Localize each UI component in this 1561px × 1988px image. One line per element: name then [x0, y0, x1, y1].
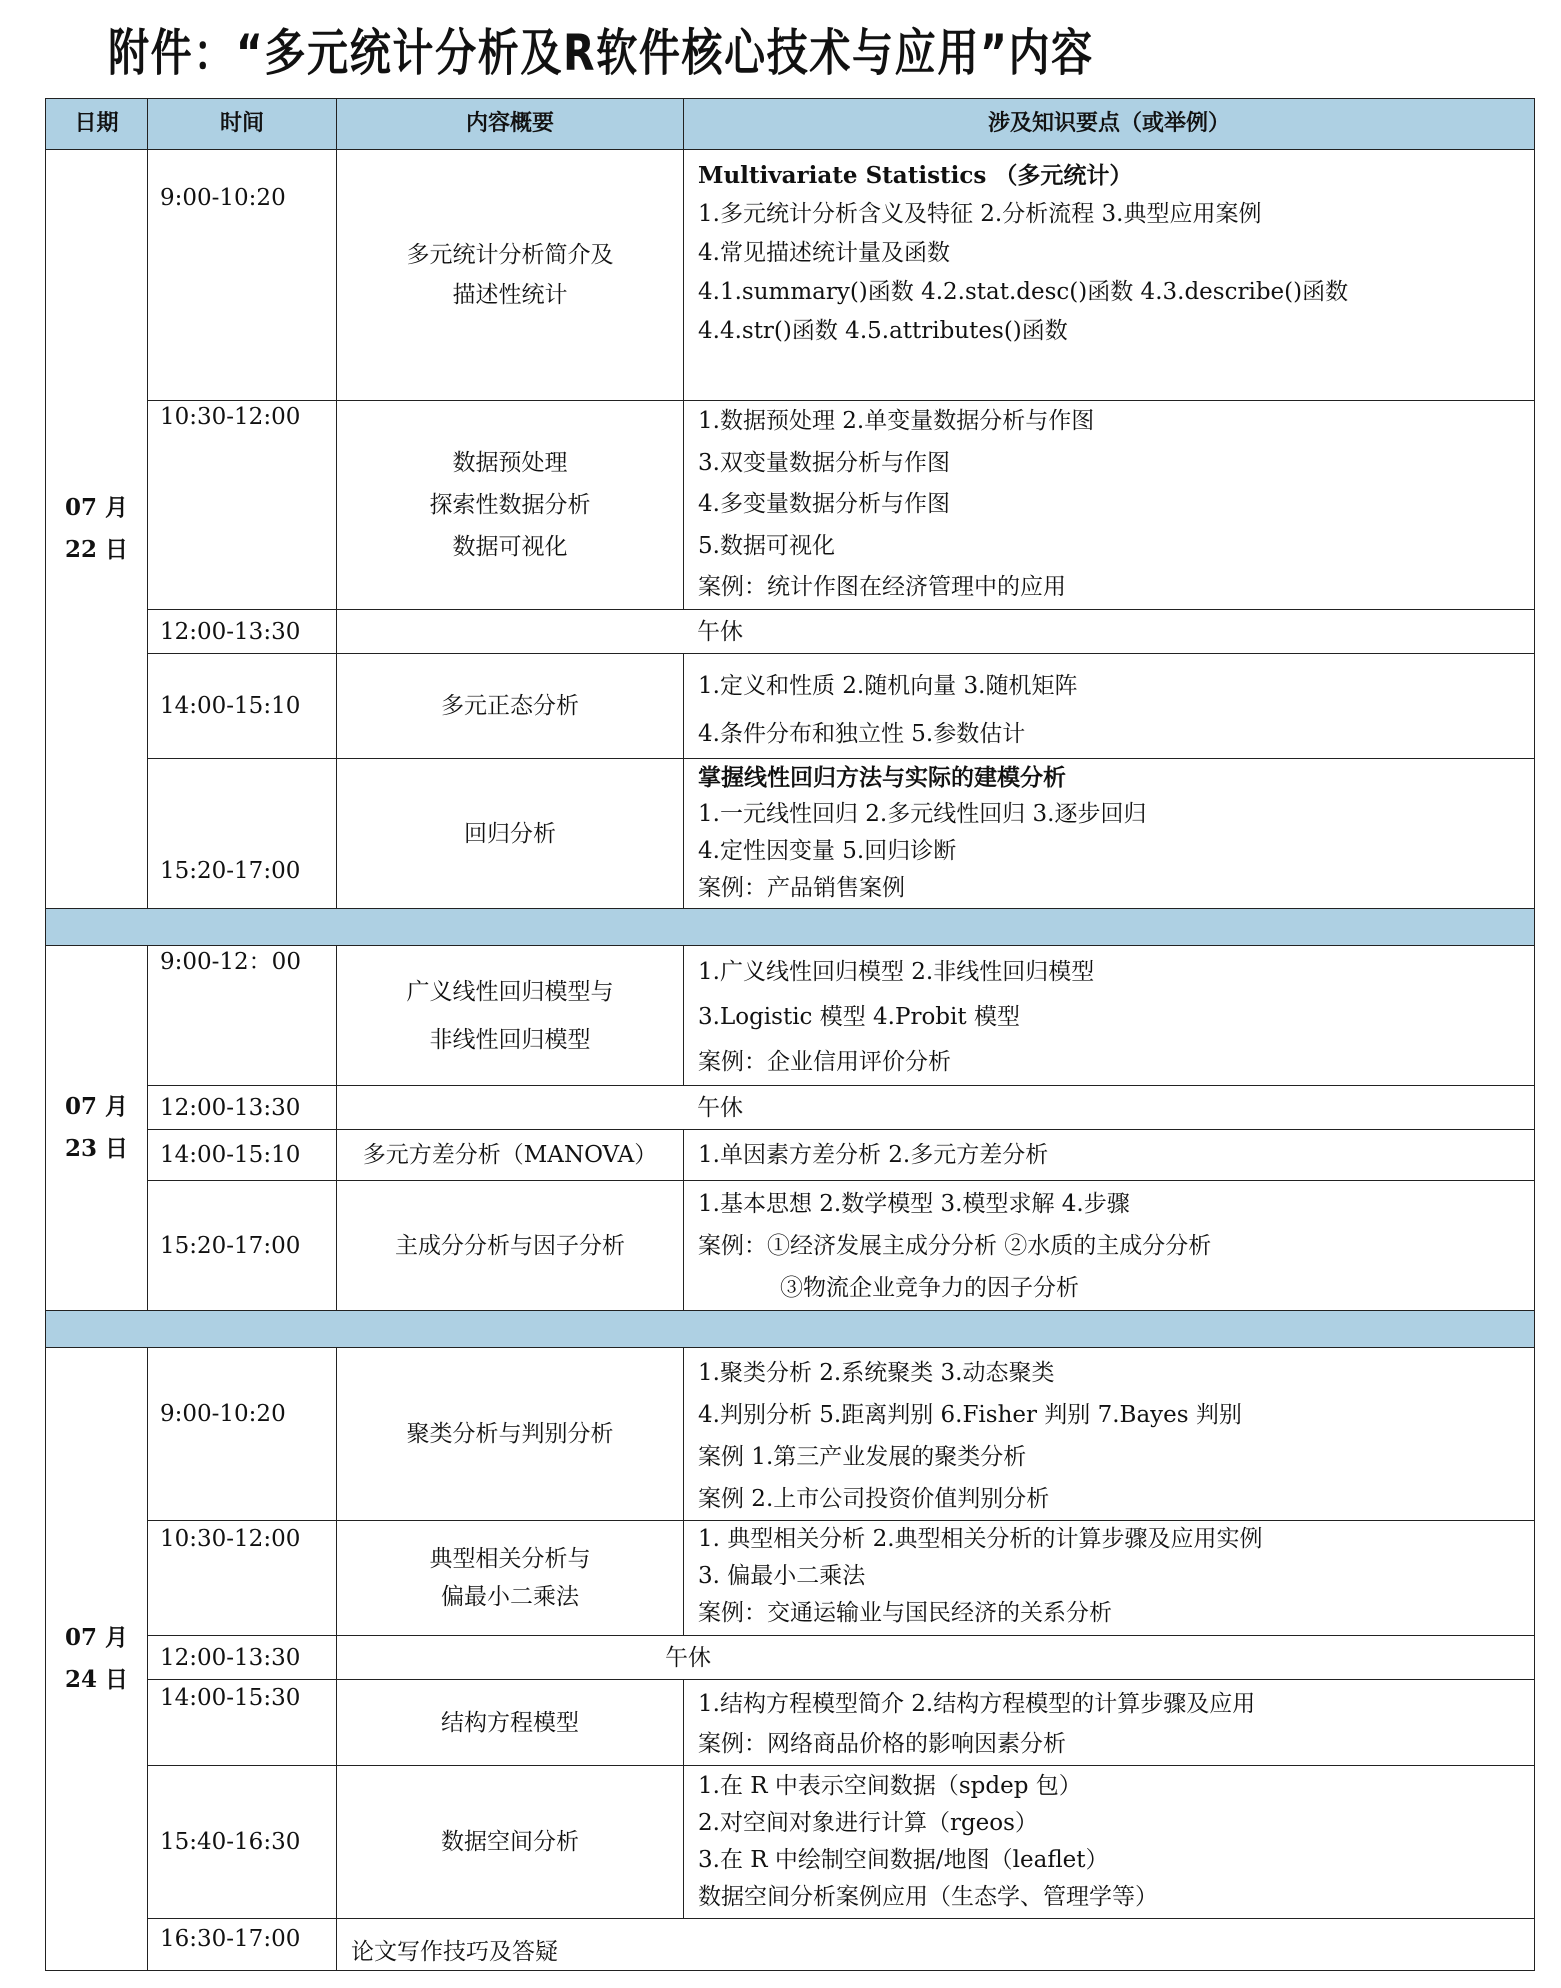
- summary-line: 聚类分析与判别分析: [406, 1421, 614, 1447]
- points-line: 1.广义线性回归模型 2.非线性回归模型: [698, 959, 1095, 985]
- summary-cell: [337, 401, 684, 610]
- time-text: 16:30-17:00: [160, 1926, 301, 1952]
- summary-cell: [337, 654, 684, 759]
- points-line: 1.多元统计分析含义及特征 2.分析流程 3.典型应用案例: [698, 201, 1262, 227]
- time-cell: [148, 1181, 337, 1311]
- date-cell: [46, 946, 148, 1311]
- summary-line: 数据预处理: [452, 450, 568, 476]
- time-text: 10:30-12:00: [160, 404, 301, 430]
- separator-band: [46, 909, 1535, 946]
- time-cell: [148, 1130, 337, 1181]
- points-line: 数据空间分析案例应用（生态学、管理学等）: [698, 1884, 1158, 1910]
- points-line: 案例：①经济发展主成分分析 ②水质的主成分分析: [698, 1233, 1212, 1259]
- summary-line: 偏最小二乘法: [441, 1584, 579, 1610]
- time-text: 15:20-17:00: [160, 858, 301, 884]
- date-month: 07 月: [64, 494, 128, 521]
- summary-cell: [337, 150, 684, 401]
- summary-cell: [337, 1348, 684, 1521]
- lunch-label: 午休: [697, 618, 743, 645]
- time-text: 9:00-10:20: [160, 185, 286, 211]
- points-line: 掌握线性回归方法与实际的建模分析: [698, 764, 1066, 791]
- points-line: 1.单因素方差分析 2.多元方差分析: [698, 1142, 1049, 1168]
- points-line: 2.对空间对象进行计算（rgeos）: [698, 1810, 1038, 1836]
- summary-line: 数据可视化: [452, 534, 568, 560]
- time-text: 15:40-16:30: [160, 1829, 301, 1855]
- date-day: 23 日: [64, 1135, 128, 1162]
- points-line: 案例：产品销售案例: [698, 875, 905, 901]
- schedule-table: [45, 98, 1535, 1971]
- time-cell: [148, 946, 337, 1086]
- lunch-label: 午休: [697, 1094, 743, 1121]
- points-line: 4.多变量数据分析与作图: [698, 491, 950, 517]
- points-cell: [684, 150, 1535, 401]
- points-cell: [684, 946, 1535, 1086]
- time-cell: [148, 1521, 337, 1636]
- points-line: 4.1.summary()函数 4.2.stat.desc()函数 4.3.describe()函数: [698, 279, 1349, 305]
- points-cell: [684, 401, 1535, 610]
- summary-line: 广义线性回归模型与: [406, 978, 614, 1005]
- date-month: 07 月: [64, 1624, 128, 1651]
- points-line: 4.条件分布和独立性 5.参数估计: [698, 721, 1026, 747]
- table-row: [46, 654, 1535, 759]
- closing-cell: [337, 1919, 1535, 1971]
- summary-cell: [337, 1766, 684, 1919]
- time-text: 14:00-15:30: [160, 1685, 301, 1711]
- time-text: 12:00-13:30: [160, 1094, 301, 1121]
- table-row: [46, 401, 1535, 610]
- table-row: [46, 1636, 1535, 1680]
- closing-text: 论文写作技巧及答疑: [351, 1939, 558, 1965]
- points-line: 案例：统计作图在经济管理中的应用: [698, 574, 1066, 600]
- date-cell: [46, 1348, 148, 1971]
- summary-line: 主成分分析与因子分析: [395, 1232, 625, 1259]
- lunch-cell: [337, 1086, 1535, 1130]
- points-cell: [684, 1181, 1535, 1311]
- points-line: Multivariate Statistics （多元统计）: [698, 162, 1133, 189]
- summary-line: 多元方差分析（MANOVA）: [362, 1142, 658, 1168]
- table-row: [46, 1348, 1535, 1521]
- points-line: 1.结构方程模型简介 2.结构方程模型的计算步骤及应用: [698, 1691, 1256, 1717]
- time-cell: [148, 150, 337, 401]
- points-cell: [684, 1680, 1535, 1766]
- summary-cell: [337, 1130, 684, 1181]
- points-line: 4.定性因变量 5.回归诊断: [698, 838, 957, 864]
- table-row: [46, 946, 1535, 1086]
- table-row: [46, 1181, 1535, 1311]
- table-row: [46, 610, 1535, 654]
- points-line: 1.一元线性回归 2.多元线性回归 3.逐步回归: [698, 801, 1147, 827]
- points-cell: [684, 1521, 1535, 1636]
- time-cell: [148, 1636, 337, 1680]
- summary-line: 典型相关分析与: [429, 1546, 591, 1572]
- time-cell: [148, 1919, 337, 1971]
- table-row: [46, 759, 1535, 909]
- table-row: [46, 150, 1535, 401]
- points-line: 1.基本思想 2.数学模型 3.模型求解 4.步骤: [698, 1191, 1130, 1217]
- points-line: 5.数据可视化: [698, 532, 835, 559]
- table-row: [46, 1130, 1535, 1181]
- lunch-cell: [337, 1636, 1535, 1680]
- time-cell: [148, 1348, 337, 1521]
- points-line: 3.在 R 中绘制空间数据/地图（leaflet）: [698, 1847, 1109, 1873]
- time-text: 9:00-12：00: [160, 949, 301, 975]
- summary-line: 多元正态分析: [441, 693, 579, 719]
- summary-cell: [337, 1181, 684, 1311]
- date-day: 24 日: [64, 1666, 128, 1693]
- separator-band: [46, 1311, 1535, 1348]
- summary-line: 探索性数据分析: [429, 492, 591, 518]
- table-row: [46, 1086, 1535, 1130]
- time-cell: [148, 1086, 337, 1130]
- page-title: 附件：“多元统计分析及R软件核心技术与应用”内容: [108, 24, 1094, 82]
- table-row: [46, 1521, 1535, 1636]
- summary-cell: [337, 759, 684, 909]
- time-cell: [148, 759, 337, 909]
- date-day: 22 日: [64, 536, 128, 563]
- points-line: ③物流企业竞争力的因子分析: [780, 1275, 1079, 1301]
- points-line: 3. 偏最小二乘法: [698, 1563, 866, 1589]
- time-text: 15:20-17:00: [160, 1232, 301, 1259]
- points-line: 1.聚类分析 2.系统聚类 3.动态聚类: [698, 1360, 1055, 1386]
- points-line: 案例：交通运输业与国民经济的关系分析: [698, 1600, 1112, 1626]
- time-cell: [148, 401, 337, 610]
- day-separator: [46, 1311, 1535, 1348]
- points-cell: [684, 759, 1535, 909]
- points-cell: [684, 654, 1535, 759]
- header-row: [46, 99, 1535, 150]
- points-line: 案例 2.上市公司投资价值判别分析: [698, 1486, 1050, 1512]
- lunch-cell: [337, 610, 1535, 654]
- time-text: 10:30-12:00: [160, 1526, 301, 1552]
- header-time: 时间: [148, 99, 337, 150]
- table-row: [46, 1766, 1535, 1919]
- summary-line: 多元统计分析简介及: [406, 242, 614, 268]
- time-text: 9:00-10:20: [160, 1401, 286, 1427]
- time-cell: [148, 610, 337, 654]
- time-text: 12:00-13:30: [160, 618, 301, 645]
- table-row: [46, 1680, 1535, 1766]
- time-cell: [148, 1680, 337, 1766]
- time-text: 12:00-13:30: [160, 1644, 301, 1671]
- points-line: 4.4.str()函数 4.5.attributes()函数: [698, 318, 1068, 344]
- summary-cell: [337, 946, 684, 1086]
- points-line: 1. 典型相关分析 2.典型相关分析的计算步骤及应用实例: [698, 1526, 1263, 1552]
- summary-line: 数据空间分析: [441, 1829, 579, 1855]
- summary-line: 非线性回归模型: [429, 1026, 591, 1053]
- points-line: 3.双变量数据分析与作图: [698, 449, 950, 476]
- points-line: 4.判别分析 5.距离判别 6.Fisher 判别 7.Bayes 判别: [698, 1402, 1242, 1428]
- points-cell: [684, 1348, 1535, 1521]
- points-cell: [684, 1766, 1535, 1919]
- time-text: 14:00-15:10: [160, 1142, 301, 1168]
- header-summary: 内容概要: [337, 99, 684, 150]
- points-line: 1.在 R 中表示空间数据（spdep 包）: [698, 1773, 1082, 1799]
- lunch-label: 午休: [665, 1644, 711, 1671]
- summary-cell: [337, 1521, 684, 1636]
- day-separator: [46, 909, 1535, 946]
- points-line: 案例：网络商品价格的影响因素分析: [698, 1731, 1066, 1757]
- summary-line: 结构方程模型: [441, 1709, 579, 1736]
- points-line: 1.数据预处理 2.单变量数据分析与作图: [698, 408, 1095, 434]
- header-date: 日期: [46, 99, 148, 150]
- points-line: 案例：企业信用评价分析: [698, 1049, 951, 1075]
- time-cell: [148, 654, 337, 759]
- points-line: 案例 1.第三产业发展的聚类分析: [698, 1444, 1027, 1470]
- table-row: [46, 1919, 1535, 1971]
- points-line: 4.常见描述统计量及函数: [698, 240, 950, 266]
- time-text: 14:00-15:10: [160, 693, 301, 719]
- points-line: 3.Logistic 模型 4.Probit 模型: [698, 1004, 1020, 1030]
- time-cell: [148, 1766, 337, 1919]
- points-line: 1.定义和性质 2.随机向量 3.随机矩阵: [698, 673, 1078, 699]
- summary-cell: [337, 1680, 684, 1766]
- header-points: 涉及知识要点（或举例）: [684, 99, 1535, 150]
- summary-line: 回归分析: [464, 820, 556, 847]
- summary-line: 描述性统计: [452, 282, 568, 308]
- points-cell: [684, 1130, 1535, 1181]
- date-cell: [46, 150, 148, 909]
- date-month: 07 月: [64, 1093, 128, 1120]
